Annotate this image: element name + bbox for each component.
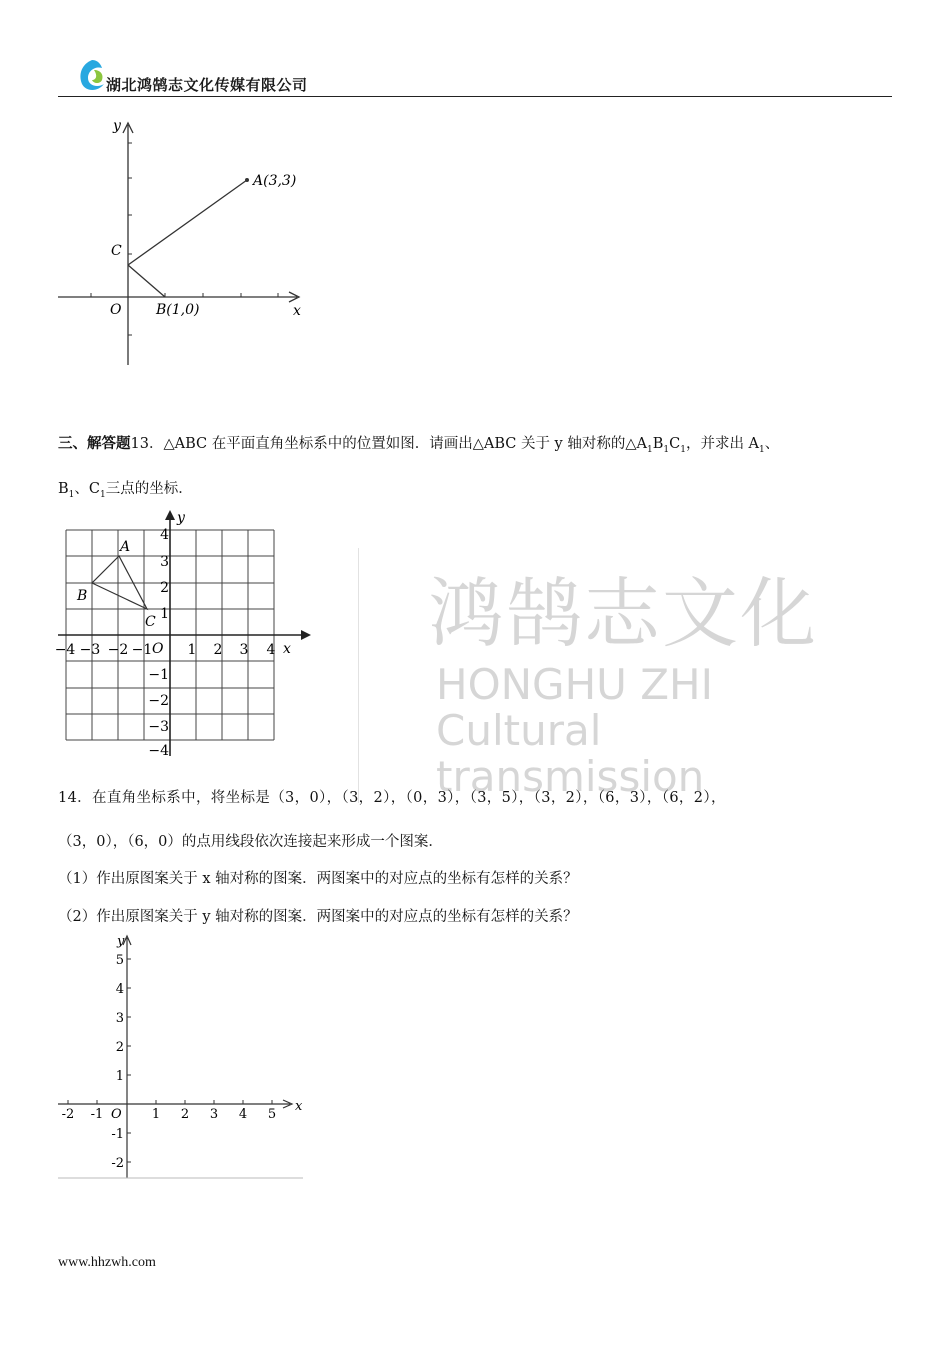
section-heading: 三、解答题 [58,435,131,452]
footer-url: www.hhzwh.com [58,1255,156,1270]
watermark-divider [358,548,359,803]
fig3-ytick-1: 1 [115,1069,124,1084]
figure-2-grid [55,508,317,760]
fig2-ytick-4: 4 [160,527,169,543]
fig1-point-a [245,178,249,182]
fig2-vertex-b: B [77,588,88,604]
fig1-y-label: y [113,118,121,134]
fig3-ytick-4: 4 [115,982,124,997]
q13-text-2: ，并求出 A [685,436,760,452]
fig2-ytick-1: 1 [160,606,169,622]
fig1-label-c: C [111,243,122,259]
fig2-xtick-3: 3 [239,642,249,658]
q13-line-1: 三、解答题13．△ABC 在平面直角坐标系中的位置如图．请画出△ABC 关于 y 轴对称的$\triangle A_1B_1C_1$，并求出 $A_1$、 [58,435,780,455]
fig2-xtick-4: 4 [266,642,276,658]
fig2-origin: O [152,641,164,657]
fig2-ytick-2: 2 [160,580,169,596]
figure-3-axes [55,932,307,1182]
fig1-origin: O [110,302,122,318]
fig3-xtick-neg1: -1 [90,1107,104,1122]
fig3-ytick-5: 5 [115,953,124,968]
fig3-origin: O [111,1107,122,1122]
fig3-xtick-3: 3 [209,1107,219,1122]
fig2-ytick-neg1: −1 [148,667,169,683]
fig2-xtick-1: 1 [187,642,197,658]
fig3-ytick-neg2: -2 [111,1156,124,1171]
fig1-x-label: x [293,303,301,319]
fig2-ytick-neg3: −3 [148,719,169,735]
fig2-ytick-neg4: −4 [148,743,169,759]
fig3-y-tick-labels [111,953,124,1171]
fig2-vertex-a: A [120,539,131,555]
fig3-ticks [68,959,272,1162]
q14-line-2: （3，0），（6，0）的点用线段依次连接起来形成一个图案． [58,834,443,850]
fig3-ytick-3: 3 [115,1011,124,1026]
fig2-xtick-neg4: −4 [55,642,76,658]
q13-text-3: 三点的坐标． [105,481,193,497]
fig3-xtick-neg2: -2 [61,1107,75,1122]
fig3-y-label: y [117,934,125,949]
fig3-x-label: x [295,1099,303,1114]
q14-part-1: （1）作出原图案关于 x 轴对称的图案．两图案中的对应点的坐标有怎样的关系？ [58,871,578,887]
fig3-xtick-5: 5 [267,1107,277,1122]
q14-line-1: 14．在直角坐标系中，将坐标是（3，0），（3，2），（0，3），（3，5），（3，2），（6，3），（6，2）， [58,790,726,806]
watermark-en-2: Cultural [436,706,602,755]
fig2-ytick-3: 3 [160,554,169,570]
fig1-segment-ca [128,180,247,265]
fig3-xtick-2: 2 [180,1107,190,1122]
fig3-ytick-neg1: -1 [111,1127,124,1142]
watermark-en-1: HONGHU ZHI [436,660,714,709]
company-name: 湖北鸿鹄志文化传媒有限公司 [106,76,308,94]
fig2-y-label: y [177,510,185,526]
fig2-xtick-neg3: −3 [79,642,101,658]
q13-text-1: 13．△ABC 在平面直角坐标系中的位置如图．请画出△ABC 关于 y 轴对称的△A [130,436,647,452]
fig3-ytick-2: 2 [115,1040,124,1055]
fig1-segment-cb [128,265,165,297]
fig2-xtick-neg2: −2 [107,642,129,658]
fig2-y-arrow [165,510,175,520]
fig2-xtick-2: 2 [213,642,223,658]
fig3-xtick-4: 4 [238,1107,248,1122]
fig3-xtick-1: 1 [151,1107,161,1122]
q14-part-2: （2）作出原图案关于 y 轴对称的图案．两图案中的对应点的坐标有怎样的关系？ [58,909,578,925]
fig1-label-b: B(1,0) [156,302,200,318]
watermark-en-3: transmission [436,752,705,801]
fig2-vertex-c: C [145,614,156,630]
fig2-ytick-neg2: −2 [148,693,169,709]
figure-1-graph [55,115,310,370]
watermark-cn: 鸿鹄志文化 [428,569,818,658]
fig2-x-arrow [301,630,311,640]
fig3-x-tick-labels [62,1107,276,1122]
q13-line-2: $B_1$、$C_1$三点的坐标． [58,481,193,500]
header-divider [58,96,892,97]
fig1-label-a: A(3,3) [253,173,297,189]
fig2-x-label: x [283,641,291,657]
fig2-xtick-neg1: −1 [131,642,153,658]
fig2-x-tick-labels [55,642,276,658]
